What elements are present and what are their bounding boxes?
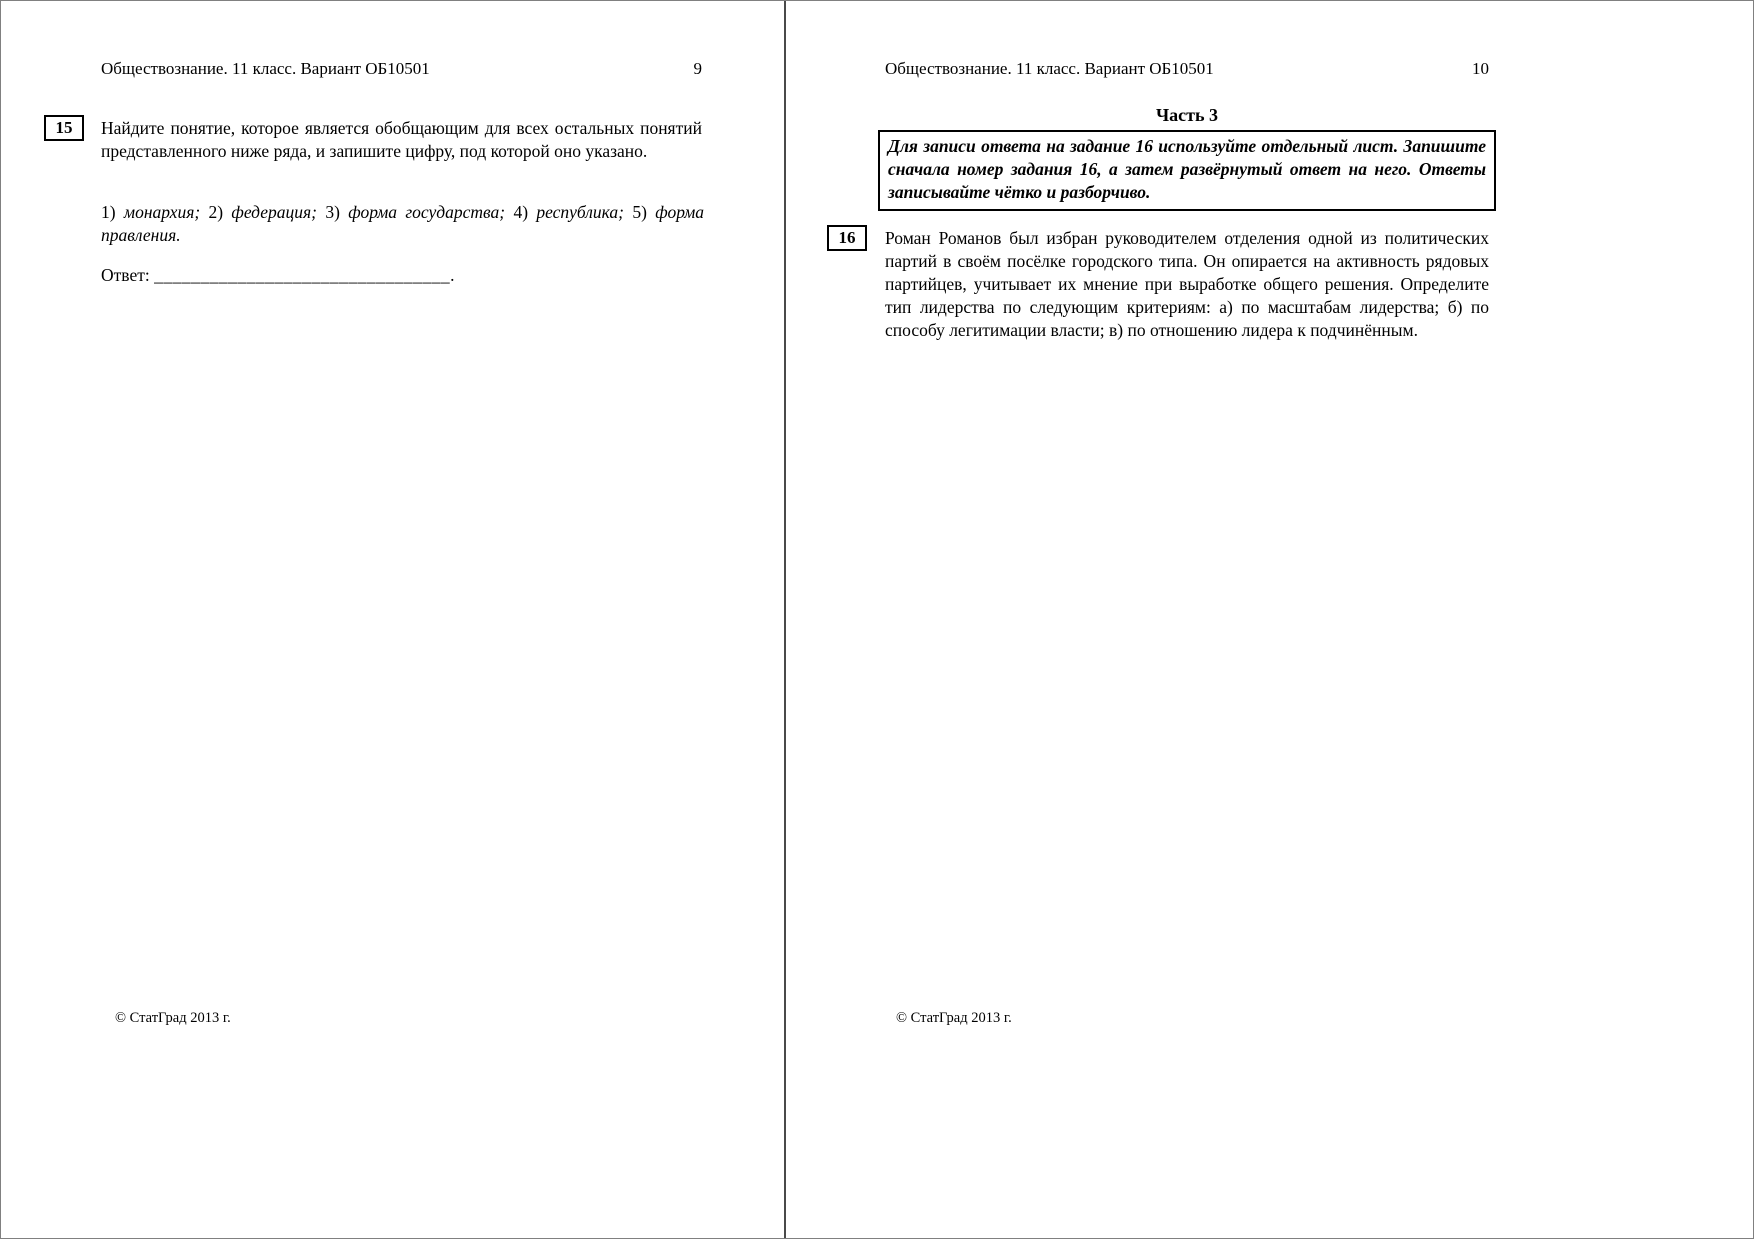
running-title: Обществознание. 11 класс. Вариант ОБ10501 <box>101 59 430 78</box>
option-number: 5) <box>632 202 647 222</box>
option-item <box>101 202 200 222</box>
answer-blank-line[interactable]: ________________________________. <box>154 265 455 285</box>
page-left-footer: © СтатГрад 2013 г. <box>115 1010 231 1026</box>
option-item <box>513 202 624 222</box>
option-number: 1) <box>101 202 116 222</box>
question-15-number-box: 15 <box>44 115 84 141</box>
page-number: 10 <box>1472 59 1489 78</box>
page-left-header <box>101 58 702 80</box>
question-16-text: Роман Романов был избран руководителем отделения одной из политических партий в своём посёлке городского типа. Он опирается на активность рядовых партийцев, учитывает их мнение при выработке общего решения. Определите тип лидерства по следующим критериям: а) по масштабам лидерства; б) по способу легитимации власти; в) по отношению лидера к подчинённым. <box>885 228 1489 340</box>
question-15-text: Найдите понятие, которое является обобщающим для всех остальных понятий представленного ниже ряда, и запишите цифру, под которой оно указано. <box>101 118 702 161</box>
option-number: 3) <box>325 202 340 222</box>
option-term: форма государства; <box>348 202 506 222</box>
option-number: 4) <box>513 202 529 222</box>
question-15-options <box>101 201 704 247</box>
running-title: Обществознание. 11 класс. Вариант ОБ10501 <box>885 59 1214 78</box>
answer-label: Ответ: <box>101 265 150 285</box>
option-item <box>209 202 317 222</box>
instruction-box: Для записи ответа на задание 16 используйте отдельный лист. Запишите сначала номер задания 16, а затем развёрнутый ответ на него. Ответы записывайте чётко и разборчиво. <box>878 130 1496 211</box>
option-term: федерация; <box>231 202 317 222</box>
page-right <box>786 1 1754 1238</box>
page-number: 9 <box>693 59 702 78</box>
option-term: монархия; <box>123 202 201 222</box>
option-item <box>325 202 505 222</box>
option-term: форма правления. <box>101 202 705 245</box>
option-number: 2) <box>208 202 224 222</box>
question-16-number-box: 16 <box>827 225 867 251</box>
part-3-title: Часть 3 <box>1155 105 1219 125</box>
answer-row <box>101 264 455 287</box>
page-right-footer: © СтатГрад 2013 г. <box>896 1010 1012 1026</box>
option-term: республика; <box>536 202 625 222</box>
page-left <box>1 1 784 1238</box>
page-right-header <box>885 58 1489 80</box>
